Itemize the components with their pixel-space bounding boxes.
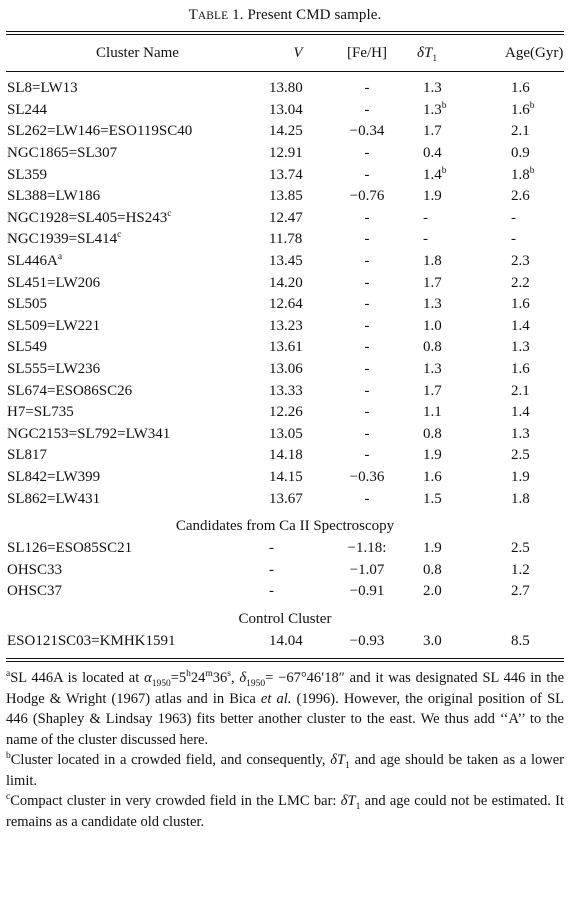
top-rule-1 (6, 31, 564, 32)
cell-feh: - (364, 231, 370, 248)
candidate-rows (6, 538, 564, 603)
cell-feh: - (364, 166, 370, 183)
cell-age: 2.5 (511, 540, 530, 557)
cell-feh: −1.18: (347, 540, 387, 557)
cell-v: 13.80 (269, 80, 303, 97)
control-rows (6, 631, 564, 653)
note-c: $^c$Compact cluster in very crowded field in the LMC bar: $\delta T_1$ and age could not be estimated. It remains as a candidate old cluster. (6, 792, 564, 830)
cell-age: 1.6 (511, 361, 530, 378)
cell-age: 2.5 (511, 447, 530, 464)
table-row (6, 294, 564, 316)
cell-delta-t1: 1.3 (423, 296, 442, 313)
cell-age: 1.6$^b$ (511, 100, 535, 118)
section-title-candidates: Candidates from Ca II Spectroscopy (175, 518, 395, 535)
cell-v: 14.18 (269, 447, 303, 464)
cell-cluster-name: SL244 (7, 101, 48, 118)
cell-delta-t1: 2.0 (423, 583, 442, 600)
header-t-subscript: 1 (432, 53, 438, 64)
cell-age: - (511, 209, 516, 226)
cell-delta-t1: 0.8 (423, 561, 442, 578)
cell-v: 13.33 (269, 382, 303, 399)
cell-cluster-name: OHSC37 (7, 583, 63, 600)
caption-number: 1. (232, 7, 244, 23)
note-a: $^a$SL 446A is located at $\alpha_{1950}=5^h24^m36^s$, $\delta_{1950}= -67^\circ 46'18''$ and it was designated SL 446 in the Hodge & Wright (1967) atlas and in Bica et al. (1996). However, the original position of SL 446 (Shapley & Lindsay 1963) fits better another cluster to the east. We thus add ‘‘A’’ to the name of the cluster discussed here. (6, 669, 565, 748)
cell-v: 14.15 (269, 468, 303, 485)
cell-delta-t1: 1.3 (423, 80, 442, 97)
cell-age: 1.6 (511, 80, 530, 97)
cell-delta-t1: - (423, 231, 428, 248)
header-v: V (293, 44, 303, 61)
table-row (6, 581, 564, 603)
table-row (6, 337, 564, 359)
cell-cluster-name: $SL446A^a$ (7, 252, 63, 270)
header-cluster-name: Cluster Name (96, 44, 179, 61)
cell-cluster-name: ESO121SC03=KMHK1591 (7, 632, 176, 649)
table-row (6, 488, 564, 510)
cell-feh: −0.34 (349, 123, 385, 140)
cell-cluster-name: SL549 (7, 339, 48, 356)
cell-age: 2.6 (511, 188, 530, 205)
table-row (6, 316, 564, 338)
cell-age: 1.6 (511, 296, 530, 313)
cell-feh: −0.93 (349, 632, 385, 649)
cell-delta-t1: 1.7 (423, 274, 442, 291)
table-caption (6, 0, 564, 31)
table-notes (6, 662, 564, 832)
cell-v: 13.67 (269, 490, 303, 507)
cell-cluster-name: SL126=ESO85SC21 (7, 540, 133, 557)
cell-v: 13.23 (269, 317, 303, 334)
cell-delta-t1: 0.8 (423, 339, 442, 356)
cell-age: 1.8 (511, 490, 530, 507)
cell-v: 13.85 (269, 188, 303, 205)
cell-cluster-name: SL674=ESO86SC26 (7, 382, 133, 399)
table-row (6, 229, 564, 251)
cell-age: 1.4 (511, 404, 530, 421)
table-row (6, 359, 564, 381)
table-row (6, 467, 564, 489)
table-row (6, 100, 564, 122)
cell-cluster-name: $NGC1928=SL405=HS243^c$ (7, 208, 172, 226)
cell-age: 1.4 (511, 317, 530, 334)
cell-cluster-name: $NGC1939=SL414^c$ (7, 230, 122, 248)
cell-delta-t1: 1.1 (423, 404, 442, 421)
cell-feh: −0.91 (349, 583, 385, 600)
cell-feh: - (364, 317, 370, 334)
cell-v: 13.06 (269, 361, 303, 378)
cell-delta-t1: - (423, 209, 428, 226)
cell-feh: - (364, 339, 370, 356)
cell-delta-t1: 1.3$^b$ (423, 100, 447, 118)
cell-feh: - (364, 490, 370, 507)
cell-cluster-name: NGC2153=SL792=LW341 (7, 425, 171, 442)
cell-cluster-name: SL359 (7, 166, 48, 183)
cell-v: 12.64 (269, 296, 303, 313)
cell-feh: - (364, 80, 370, 97)
caption-label-initial: T (188, 7, 198, 23)
table-row (6, 186, 564, 208)
cell-age: 1.3 (511, 425, 530, 442)
table-row (6, 251, 564, 273)
cell-age: 8.5 (511, 632, 530, 649)
cell-delta-t1: 0.8 (423, 425, 442, 442)
cell-v: 14.20 (269, 274, 303, 291)
table-row (6, 78, 564, 100)
main-rows (6, 78, 564, 510)
cell-cluster-name: H7=SL735 (7, 404, 74, 421)
cell-delta-t1: 1.4$^b$ (423, 165, 447, 183)
cell-v: 12.47 (269, 209, 303, 226)
cell-v: 14.25 (269, 123, 303, 140)
cell-v: 11.78 (269, 231, 303, 248)
cell-age: 1.2 (511, 561, 530, 578)
cell-age: 1.3 (511, 339, 530, 356)
header-t-symbol: T (423, 44, 433, 61)
cell-feh: −1.07 (349, 561, 385, 578)
table-row (6, 380, 564, 402)
header-feh: [Fe/H] (347, 44, 387, 61)
table-row (6, 402, 564, 424)
table-row (6, 424, 564, 446)
caption-text: Present CMD sample. (247, 7, 382, 23)
cell-v: 13.05 (269, 425, 303, 442)
cell-feh: - (364, 425, 370, 442)
cell-delta-t1: 1.9 (423, 188, 442, 205)
cell-feh: - (364, 145, 370, 162)
cell-delta-t1: 1.6 (423, 468, 442, 485)
cell-delta-t1: 1.3 (423, 361, 442, 378)
cell-v: 12.91 (269, 145, 303, 162)
candidates-section (6, 510, 564, 538)
cell-age: 1.9 (511, 468, 530, 485)
header-age: Age(Gyr) (505, 44, 564, 61)
caption-label-rest: ABLE (197, 10, 229, 22)
cell-v: 14.04 (269, 632, 303, 649)
cell-cluster-name: SL817 (7, 447, 48, 464)
cell-feh: - (364, 274, 370, 291)
table-row (6, 445, 564, 467)
table-row (6, 164, 564, 186)
cell-feh: - (364, 404, 370, 421)
cell-cluster-name: SL862=LW431 (7, 490, 101, 507)
cell-cluster-name: SL388=LW186 (7, 188, 101, 205)
cell-v: 13.74 (269, 166, 303, 183)
cell-delta-t1: 1.9 (423, 540, 442, 557)
cell-cluster-name: SL262=LW146=ESO119SC40 (7, 123, 193, 140)
cell-age: 2.3 (511, 253, 530, 270)
cell-v: - (269, 561, 274, 578)
table-row (6, 121, 564, 143)
cell-age: 2.1 (511, 123, 530, 140)
cell-delta-t1: 1.7 (423, 382, 442, 399)
cell-cluster-name: SL509=LW221 (7, 317, 101, 334)
table-row (6, 538, 564, 560)
cell-age: 1.8$^b$ (511, 165, 535, 183)
table-row (6, 272, 564, 294)
cell-delta-t1: 1.0 (423, 317, 442, 334)
cell-cluster-name: SL451=LW206 (7, 274, 101, 291)
cell-delta-t1: 1.5 (423, 490, 442, 507)
cell-cluster-name: SL842=LW399 (7, 468, 101, 485)
header-delta-symbol: δ (417, 44, 424, 61)
table-row (6, 208, 564, 230)
control-section (6, 603, 564, 631)
cell-v: - (269, 583, 274, 600)
cell-age: 2.1 (511, 382, 530, 399)
table-row (6, 631, 564, 653)
bottom-rule-1 (6, 658, 564, 659)
table-row (6, 559, 564, 581)
cell-cluster-name: SL505 (7, 296, 48, 313)
cell-feh: - (364, 253, 370, 270)
cell-v: 13.61 (269, 339, 303, 356)
cell-feh: −0.76 (349, 188, 385, 205)
cell-feh: - (364, 382, 370, 399)
cell-age: 2.7 (511, 583, 530, 600)
cell-age: 0.9 (511, 145, 530, 162)
cmd-sample-table (6, 35, 564, 652)
cell-v: - (269, 540, 274, 557)
cell-cluster-name: NGC1865=SL307 (7, 145, 118, 162)
cell-cluster-name: OHSC33 (7, 561, 63, 578)
cell-v: 13.04 (269, 101, 303, 118)
cell-delta-t1: 0.4 (423, 145, 442, 162)
cell-v: 13.45 (269, 253, 303, 270)
note-b: $^b$Cluster located in a crowded field, and consequently, $\delta T_1$ and age should be taken as a lower limit. (6, 751, 564, 789)
table-row (6, 143, 564, 165)
cell-delta-t1: 1.8 (423, 253, 442, 270)
cell-feh: - (364, 296, 370, 313)
cell-feh: - (364, 361, 370, 378)
cell-age: 2.2 (511, 274, 530, 291)
cell-delta-t1: 3.0 (423, 632, 442, 649)
section-title-control: Control Cluster (238, 611, 332, 628)
cell-delta-t1: 1.9 (423, 447, 442, 464)
cell-feh: - (364, 101, 370, 118)
cell-feh: - (364, 209, 370, 226)
cell-delta-t1: 1.7 (423, 123, 442, 140)
cell-age: - (511, 231, 516, 248)
header-delta-t1 (407, 35, 495, 71)
cell-feh: −0.36 (349, 468, 385, 485)
header-row (6, 35, 564, 71)
cell-v: 12.26 (269, 404, 303, 421)
cell-cluster-name: SL555=LW236 (7, 361, 101, 378)
cell-cluster-name: SL8=LW13 (7, 80, 78, 97)
cell-feh: - (364, 447, 370, 464)
